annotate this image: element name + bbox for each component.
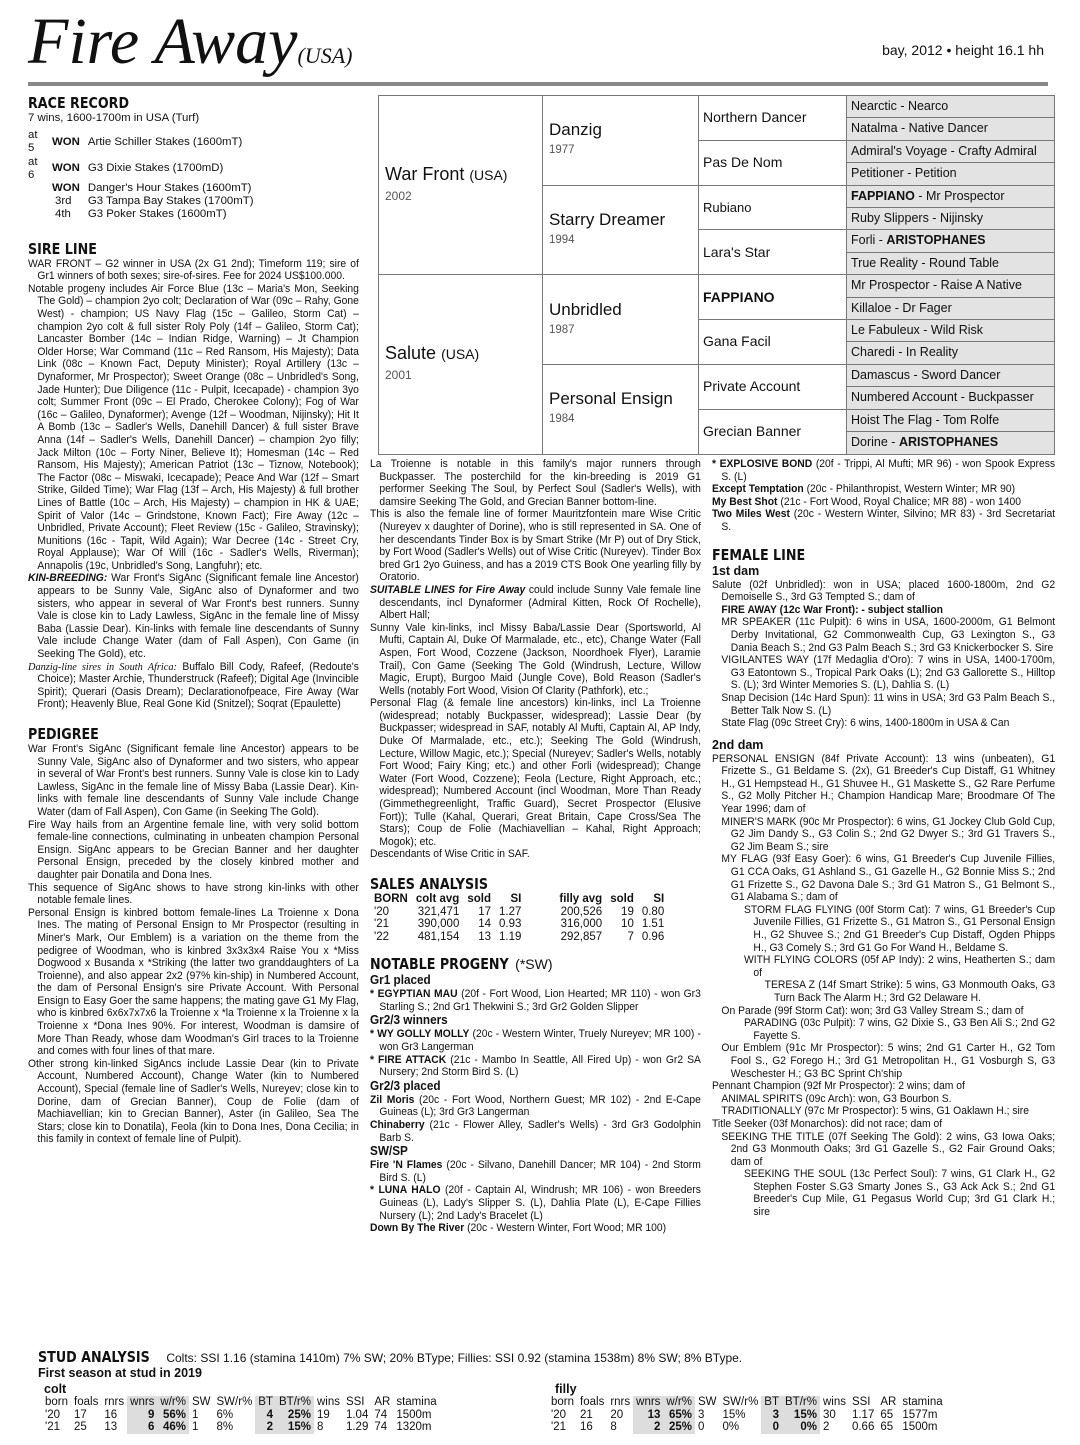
race-record-age — [28, 195, 52, 208]
sales-cell: 390,000 — [417, 918, 460, 930]
sales-cell: 7 — [627, 930, 634, 943]
stud-cell: 74 — [374, 1421, 388, 1433]
stud-header: SW/r% — [216, 1396, 253, 1408]
stud-cell: 25% — [663, 1421, 695, 1434]
race-record-res: 4th — [55, 208, 71, 221]
female-line-heading: FEMALE LINE — [712, 545, 806, 564]
progeny-item — [370, 1159, 701, 1184]
stud-cell: '20 — [551, 1408, 566, 1421]
progeny-details: (20c - Silvano, Danehill Dancer; MR 104) - 2nd Storm Bird S. (L) — [379, 1159, 701, 1184]
horse-name: Fire Away — [28, 5, 298, 78]
sales-row — [370, 918, 668, 931]
stud-row — [548, 1421, 946, 1434]
snap-decision-entry: Snap Decision (14c Hard Spun): 11 wins in USA; 3rd G3 Palm Beach S., Better Talk Now S. (L) — [721, 691, 1056, 717]
progeny-name: My Best Shot — [712, 495, 778, 508]
stud-header: SW — [191, 1396, 211, 1408]
race-record-summary: 7 wins, 1600-1700m in USA (Turf) — [28, 112, 200, 124]
race-record-row — [28, 156, 262, 182]
progeny-details: (21c - Fort Wood, Royal Chalice; MR 88) - won 1400 — [780, 495, 1021, 508]
progeny-details: (20f - Trippi, Al Mufti; MR 96) - won Spook Express S. (L) — [721, 458, 1056, 483]
progeny-heading: NOTABLE PROGENY — [370, 955, 509, 973]
stud-summary: Colts: SSI 1.16 (stamina 1410m) 7% SW; 20% BType; Fillies: SSI 0.92 (stamina 1538m) 8% SW; 8% BType. — [166, 1351, 743, 1365]
sales-cell: 1.27 — [498, 905, 522, 918]
sales-cell: 13 — [478, 930, 491, 943]
stud-cell: 1.17 — [851, 1408, 875, 1421]
progeny-name: * LUNA HALO — [370, 1184, 441, 1197]
race-record-table — [28, 129, 262, 221]
stud-cell: 1500m — [902, 1421, 938, 1433]
stud-cell: 3 — [761, 1409, 782, 1422]
pedigree-g4-11: Le Fabuleux - Wild Risk — [847, 320, 1055, 342]
stud-cell: 25% — [276, 1409, 314, 1422]
stud-row — [42, 1409, 440, 1422]
race-record-row — [28, 182, 262, 195]
sales-cell: 1.19 — [498, 930, 522, 943]
middle-p1: La Troienne is notable in this family's major runners through Buckpasser. The posterchild for the kin-breeding is 2019 G1 performer Seeking The Soul, by Perfect Soul (Sadler's Wells), with damsire Seeking The Gold, and Grecian Banner bottom-line. — [370, 458, 701, 508]
pedigree-g4-7: Forli - ARISTOPHANES — [847, 230, 1055, 252]
stud-cell: 2 — [255, 1421, 276, 1434]
stud-header: w/r% — [663, 1396, 695, 1409]
race-record-age: at 5 — [28, 129, 38, 155]
stud-header: AR — [880, 1396, 897, 1408]
progeny-name: * WY GOLLY MOLLY — [370, 1028, 470, 1041]
stud-cell: 6 — [127, 1421, 157, 1434]
pedigree-dam: Salute (USA) 2001 — [379, 275, 543, 454]
storm-flag-flying-entry: STORM FLAG FLYING (00f Storm Cat): 7 wins, G1 Breeder's Cup Juvenile Fillies, G1 Frizette S., G1 Matron S., G1 Personal Ensign H., G2 Shuvee S.; 2nd G1 Breeder's Cup Distaff, Ogden Phipps H., G3 Comely S.; 3rd G1 Go For Wand H., Beldame S. — [743, 903, 1056, 954]
stud-colt-table — [42, 1396, 440, 1434]
stud-cell: 15% — [782, 1409, 820, 1422]
stud-cell: 1.04 — [345, 1408, 369, 1421]
race-record-res: WON — [52, 135, 80, 148]
sales-cell: 321,471 — [417, 905, 460, 918]
pedigree-g4-1: Nearctic - Nearco — [847, 96, 1055, 118]
sales-header: colt avg — [415, 893, 460, 905]
progeny-details: (20c - Western Winter, Silvino; MR 83) - 3rd Secretariat S. — [721, 508, 1056, 533]
stud-cell: 8 — [316, 1421, 324, 1433]
stud-header: rnrs — [610, 1396, 631, 1408]
second-dam-label: 2nd dam — [712, 737, 764, 752]
stud-header: wnrs — [127, 1396, 157, 1409]
pedigree-g4-2: Natalma - Native Dancer — [847, 118, 1055, 140]
progeny-name: * FIRE ATTACK — [370, 1053, 447, 1066]
race-record-row — [28, 208, 262, 221]
stud-cell: 1500m — [396, 1408, 432, 1421]
race-record-race: G3 Dixie Stakes (1700mD) — [87, 162, 224, 175]
stud-cell: 1 — [191, 1421, 199, 1433]
seeking-the-title-entry: SEEKING THE TITLE (07f Seeking The Gold): 2 wins, G3 Iowa Oaks; 2nd G3 Monmouth Oaks; 3rd G1 Gazelle S., G2 Fair Ground Oaks; dam of — [721, 1130, 1056, 1168]
race-record-row — [28, 129, 262, 155]
stud-header: rnrs — [104, 1396, 125, 1408]
progeny-group-label: Gr2/3 winners — [370, 1013, 448, 1028]
sales-heading: SALES ANALYSIS — [370, 875, 489, 893]
pedigree-p2: Fire Way hails from an Argentine female line, with very solid bottom female-line connections, culminating in unbeaten champion Personal Ensign. SigAnc appears to be Grecian Banner and her daughter Personal Ensign, preceded by the closely kinbred mother and daughter pair Donatila and Dona Ines. — [28, 818, 359, 881]
stud-cell: 21 — [580, 1408, 593, 1421]
sales-table — [370, 893, 668, 943]
pedigree-g3-2: Pas De Nom — [699, 140, 847, 185]
stud-cell: 19 — [316, 1408, 330, 1421]
stud-header: wnrs — [633, 1396, 663, 1409]
progeny-details: (20c - Fort Wood, Northern Guest; MR 102) - 2nd E-Cape Guineas (L); 3rd Gr3 Langerman — [379, 1093, 701, 1119]
sire-line-p2: Notable progeny includes Air Force Blue (13c – Maria's Mon, Seeking The Gold) – champion 2yo colt; Declaration of War (09c – Rahy, Gone West) - champion; US Navy Flag (15c – Galileo, Storm Cat) – champion 2yo colt & full sister Roly Poly (14f – Galileo, Storm Cat); Lancaster Bomber (14c – Indian Ridge, Warning) – Jt Champion Older Horse; War Command (11c – Red Ransom, His Majesty); Data Link (08c – Known Fact, Deputy Minister); Royal Artillery (13c – Dynaformer, Mr Prospector); Sweet Orange (08c – Unbridled's Song, Jade Hunter); Due Diligence (11c - Pulpit, Icecapade) - champion 3yo colt; Summer Front (09c – El Prado, Cherokee Colony); Fog of War (16c – Galileo, Dynaformer); Avenge (12f – Woodman, Nijinsky); Hit It A Bomb (13c – Sadler's Wells, Danehill Dancer) & full sister Brave Anna (14f – Sadler's Wells, Danehill Dancer) – champion 2yo filly; Jack Milton (10c – Forty Niner, Believe It); Homesman (14c – Red Ransom, His Majesty); American Patriot (13c – Tiznow, Notebook); The Factor (08c – Miswaki, Icecapade); Peace And War (12f – Smart Strike, Gilded Time); War Flag (13f – Arch, His Majesty) & full brother Lines of Battle (10c – Arch, His Majesty) – champion in HK & UAE; Spirit of Valor (14c – Grindstone, Known Fact); Fire Away (12c – Unbridled, Private Account); Fleet Review (15c - Galileo, Stravinsky); Munitions (16c - Tapit, Wild Again); War Decree (14c - Street Cry, Royal Applause); War Of Will (16c - Sadler's Wells, Riverman); Annapolis (19c, Unbridled's Song, Langfuhr); etc. — [28, 282, 359, 572]
progeny-details: (21c - Flower Alley, Sadler's Wells) - 3rd Gr3 Godolphin Barb S. — [379, 1118, 701, 1144]
progeny-item — [370, 988, 701, 1013]
stud-header: BT/r% — [276, 1396, 314, 1409]
stud-row — [42, 1421, 440, 1434]
pennant-champion-entry: Pennant Champion (92f Mr Prospector): 2 wins; dam of — [712, 1080, 965, 1093]
stud-cell: 16 — [580, 1421, 593, 1433]
sales-cell: '22 — [374, 930, 389, 943]
progeny-group-label: SW/SP — [370, 1144, 408, 1159]
progeny-name: Except Temptation — [712, 483, 804, 496]
progeny-group-label: Gr1 placed — [370, 973, 431, 988]
race-record-heading: RACE RECORD — [28, 94, 130, 112]
progeny-item — [370, 1054, 701, 1079]
race-record-row — [28, 195, 262, 208]
stud-cell: '21 — [551, 1421, 566, 1433]
progeny-list — [370, 973, 701, 1235]
colt-label: colt — [44, 1382, 67, 1396]
teresa-z-entry: TERESA Z (14f Smart Strike): 5 wins, G3 Monmouth Oaks, G3 Turn Back The Alarm H.; 3rd G2 Delaware H. — [764, 979, 1056, 1004]
horse-country: (USA) — [297, 43, 353, 68]
race-record-race: G3 Tampa Bay Stakes (1700mT) — [87, 195, 254, 208]
right-column — [712, 458, 1055, 1219]
stud-header: BT — [255, 1396, 276, 1409]
pedigree-g3-4: Lara's Star — [699, 230, 847, 275]
sales-cell: 0.93 — [498, 918, 522, 930]
stud-cell: 65 — [880, 1421, 894, 1433]
pedigree-g3-8: Grecian Banner — [699, 409, 847, 454]
stud-cell: 13 — [633, 1409, 663, 1422]
stud-cell: 1577m — [902, 1408, 938, 1421]
danzig-text: Buffalo Bill Cody, Rafeef, (Redoute's Choice); Master Archie, Thunderstruck (Rafeef); Digital Age (Invincible Spirit); Querari (Oasis Dream); Declarationofpeace, Fire Away (War Front); Heavenly Blue, Real Gone Kid (Snitzel); Soqrat (Epaulette) — [37, 660, 359, 711]
stud-header: foals — [580, 1396, 605, 1408]
pedigree-g4-13: Damascus - Sword Dancer — [847, 364, 1055, 386]
stud-cell: 6% — [216, 1408, 234, 1421]
race-record-race: Artie Schiller Stakes (1600mT) — [87, 135, 243, 148]
stud-header: SW/r% — [722, 1396, 759, 1408]
progeny-name: Chinaberry — [370, 1118, 425, 1131]
stud-cell: 9 — [127, 1409, 157, 1422]
stud-cell: 0% — [722, 1421, 740, 1433]
suitable-lines-text: could include Sunny Vale female line descendants, incl Dynaformer (Admiral Kitten, Rock Of Rochelle), Albert Hall; — [379, 583, 701, 622]
pedigree-g4-15: Hoist The Flag - Tom Rolfe — [847, 409, 1055, 431]
kin-breeding-text: War Front's SigAnc (Significant female line Ancestor) appears to be Sunny Vale, SigAnc also of Dynaformer and two sisters, who appear in several of War Front's best runners. Sunny Vale is close kin to Lady Lawless, SigAnc in the female line of Missy Baba (Lassie Dear). Kin-links with female line descendants of Sunny Vale include Change Water (dam of Fall Aspen), Con Game (in Seeking The Gold), etc. — [37, 572, 359, 661]
pedigree-p3: This sequence of SigAnc shows to have strong kin-links with other notable female lines. — [28, 881, 359, 907]
stud-cell: 8 — [610, 1421, 617, 1433]
progeny-item — [712, 483, 1055, 496]
stud-header: born — [45, 1396, 69, 1408]
stud-filly-table — [548, 1396, 946, 1434]
stud-header: w/r% — [157, 1396, 189, 1409]
title-seeker-entry: Title Seeker (03f Monarchos): did not race; dam of — [712, 1117, 943, 1130]
pedigree-g4-6: Ruby Slippers - Nijinsky — [847, 208, 1055, 230]
on-parade-entry: On Parade (99f Storm Cat): won; 3rd G3 Valley Stream S.; dam of — [721, 1004, 1024, 1017]
stud-cell: 1 — [191, 1408, 199, 1421]
stud-cell: 0% — [782, 1421, 820, 1434]
sales-cell: 1.51 — [641, 918, 665, 930]
kin-breeding-label: KIN-BREEDING: — [28, 572, 108, 585]
progeny-item — [712, 458, 1055, 483]
stud-header: SSI — [851, 1396, 871, 1408]
pedigree-g3-7: Private Account — [699, 364, 847, 409]
stud-cell: 74 — [374, 1408, 388, 1421]
stud-row — [548, 1409, 946, 1422]
left-column — [28, 94, 360, 1146]
progeny-details: (21c - Mambo In Seattle, All Fired Up) - won Gr2 SA Nursery; 2nd Storm Bird S. (L) — [379, 1053, 701, 1079]
pedigree-g4-3: Admiral's Voyage - Crafty Admiral — [847, 140, 1055, 162]
race-record-race: Danger's Hour Stakes (1600mT) — [87, 182, 252, 195]
pedigree-g3-5: FAPPIANO — [699, 275, 847, 320]
stud-cell: 16 — [104, 1408, 118, 1421]
pedigree-g3-6: Gana Facil — [699, 320, 847, 365]
stud-header: stamina — [902, 1396, 943, 1408]
progeny-note: (*SW) — [515, 956, 553, 972]
horse-info: bay, 2012 • height 16.1 hh — [882, 42, 1044, 58]
progeny-item — [370, 1028, 701, 1053]
stud-cell: 2 — [822, 1421, 830, 1433]
sales-cell: 19 — [621, 905, 634, 918]
sales-header: SI — [653, 893, 665, 905]
progeny-heading-row — [370, 955, 701, 973]
stud-cell: 25 — [74, 1421, 87, 1433]
vigilantes-way-entry: VIGILANTES WAY (17f Medaglia d'Oro): 7 wins in USA, 1400-1700m, G3 Eatontown S., Tropical Park Oaks (L); 2nd G3 Gallorette S., Hilltop S. (L); 3rd Winter Memories S. (L), Dahlia S. (L) — [721, 654, 1056, 692]
middle-p2: This is also the female line of former Mauritzfontein mare Wise Critic (Nureyev x daughter of Dorine), who is still represented in SA. One of her descendants Tinder Box is by Smart Strike (Mr P) out of Dry Stick, by Fort Wood (Sadler's Wells) out of Wise Critic (Nureyev). Tinder Box bred Gr1 2yo Guiness, and has a 2019 CTS Book One yearling filly by Oratorio. — [370, 508, 701, 584]
pedigree-g2-4: Personal Ensign 1984 — [543, 364, 699, 454]
stud-cell: 17 — [74, 1408, 87, 1421]
sales-cell: 200,526 — [560, 905, 603, 918]
pedigree-heading: PEDIGREE — [28, 725, 99, 743]
sales-cell: 292,857 — [560, 930, 603, 943]
pedigree-table — [378, 95, 1055, 455]
race-record-age — [28, 208, 52, 221]
race-record-age: at 6 — [28, 155, 38, 181]
pedigree-sire: War Front (USA) 2002 — [379, 96, 543, 275]
progeny-item — [370, 1184, 701, 1222]
progeny-item — [370, 1119, 701, 1144]
sales-header: SI — [510, 893, 522, 905]
state-flag-entry: State Flag (09c Street Cry): 6 wins, 1400-1800m in USA & Can — [721, 717, 1010, 730]
race-record-res: WON — [52, 182, 80, 195]
stud-header: wins — [822, 1396, 846, 1408]
progeny-item — [712, 496, 1055, 509]
my-flag-entry: MY FLAG (93f Easy Goer): 6 wins, G1 Breeder's Cup Juvenile Fillies, G1 CCA Oaks, G1 Ashland S., G1 Gazelle H., G2 Bonnie Miss S.; 2nd G1 Frizette S., G2 Davona Dale S.; 3rd G1 Matron S., G1 Belmont S., G1 Alabama S.; dam of — [721, 853, 1056, 904]
middle-p4: Sunny Vale kin-links, incl Missy Baba/Lassie Dear (Sportsworld, Al Mufti, Captain Al, Duke Of Marmalade, etc., etc), Change Water (Fall Aspen, Fort Wood, Cozzene (Jackson, Noordhoek Flyer), Laramie Trail), Con Game (Seeking The Gold (Windrush, Lecture, Willow Magic, Erupt), Burgoo Maid (Jungle Cove), Bold Reason (Sadler's Wells (notably Fort Wood, Vision Of Clarity (Pathfork), etc.; — [370, 621, 701, 697]
stud-cell: '21 — [45, 1421, 60, 1433]
traditionally-entry: TRADITIONALLY (97c Mr Prospector): 5 wins, G1 Oaklawn H.; sire — [721, 1105, 1030, 1118]
first-dam-label: 1st dam — [712, 563, 760, 578]
stud-cell: 8% — [216, 1421, 234, 1433]
with-flying-colors-entry: WITH FLYING COLORS (05f AP Indy): 2 wins, Heatherten S.; dam of — [743, 954, 1056, 979]
stud-analysis — [38, 1348, 1048, 1381]
progeny-name: Down By The River — [370, 1222, 465, 1235]
pedigree-g4-10: Killaloe - Dr Fager — [847, 297, 1055, 319]
sales-header: sold — [610, 893, 634, 905]
danzig-label: Danzig-line sires in South Africa: — [28, 660, 177, 673]
progeny-item — [370, 1222, 701, 1235]
middle-column — [370, 458, 701, 1235]
pedigree-g3-3: Rubiano — [699, 185, 847, 230]
race-record-age — [28, 182, 52, 195]
stud-cell: 0.66 — [851, 1421, 875, 1433]
stud-header: SW — [697, 1396, 717, 1408]
stud-header: wins — [316, 1396, 340, 1408]
stud-cell: '20 — [45, 1408, 60, 1421]
pedigree-g4-16: Dorine - ARISTOPHANES — [847, 432, 1055, 454]
pedigree-p4: Personal Ensign is kinbred bottom female-lines La Troienne x Dona Ines. The mating of Personal Ensign to Mr Prospector (resulting in Miner's Mark, Our Emblem) is a variation on the theme from the pedigree of Woodman, who is kinbred 3x3x3x4 Raise You x *Miss Dogwood x Busanda x *Striking (the latter two granddaughters of La Troienne), and also appear 2x2 (97% kin-ship) in Numbered Account, the dam of Personal Ensign's sire Private Account. With Personal Ensign to Easy Goer the same happens; the mating gave G1 My Flag, who is kinbred 6x6x7x7x6 la Troienne x *la Troienne x la Troienne x la Troienne x *Dona Ines 90%. For interest, Woodman is damsire of More Than Ready, whose dam Woodman's Girl traces to la Troienne and comes with four lines of that mare. — [28, 906, 359, 1058]
sales-cell: 0.96 — [641, 930, 665, 943]
stud-cell: 30 — [822, 1408, 836, 1421]
sales-header: BORN — [374, 893, 408, 905]
seeking-the-soul-entry: SEEKING THE SOUL (13c Perfect Soul): 7 wins, G1 Clark H., G2 Stephen Foster S.G3 Smarty Jones S., G3 Ack Ack S.; 2nd G1 Breeder's Cup Mile, G1 Pegasus World Cup; 3rd G1 Clark H.; sire — [743, 1168, 1056, 1219]
filly-label: filly — [555, 1382, 577, 1396]
stud-cell: 56% — [157, 1409, 189, 1422]
pedigree-g2-3: Unbridled 1987 — [543, 275, 699, 365]
pedigree-p5: Other strong kin-linked SigAncs include Lassie Dear (kin to Private Account, Numbered Account), Change Water (kin to Numbered Account), Special (female line of Sadler's Wells, Nureyev; close kin to Dorine, dam of Grecian Banner), Coup de Folie (dam of Machiavellian; kin to Grecian Banner), Aster (in Galileo, Sea The Stars; close kin to Donatila), Feola (kin to Dona Ines, Dona Cecilia; in this family in context of female line of Pulpit). — [28, 1057, 359, 1146]
our-emblem-entry: Our Emblem (91c Mr Prospector): 5 wins; 2nd G1 Carter H., G2 Tom Fool S., G2 Forego H.; 3rd G1 Metropolitan H., G1 Vosburgh S, G3 Weschester H.; G3 BC Sprint Ch'ship — [721, 1042, 1056, 1080]
stud-cell: 1320m — [396, 1421, 432, 1433]
pedigree-g4-5: FAPPIANO - Mr Prospector — [847, 185, 1055, 207]
stud-cell: 13 — [104, 1421, 118, 1433]
stud-cell: 20 — [610, 1408, 624, 1421]
kin-breeding — [28, 572, 359, 660]
progeny-details: (20c - Western Winter, Truely Nureyev; MR 100) - won Gr3 Langerman — [379, 1028, 701, 1053]
stud-header: foals — [74, 1396, 99, 1408]
middle-p3 — [370, 584, 701, 622]
pedigree-g2-2: Starry Dreamer 1994 — [543, 185, 699, 275]
miners-mark-entry: MINER'S MARK (90c Mr Prospector): 6 wins, G1 Jockey Club Gold Cup, G2 Jim Dandy S., G3 Colin S.; 2nd G2 Dwyer S.; 3rd G1 Travers S., G2 Jim Beam S.; sire — [721, 815, 1056, 853]
pedigree-g4-14: Numbered Account - Buckpasser — [847, 387, 1055, 409]
middle-p6: Descendants of Wise Critic in SAF. — [370, 848, 530, 861]
progeny-name: Zil Moris — [370, 1093, 415, 1106]
stud-header: BT — [761, 1396, 782, 1409]
stud-header: SSI — [345, 1396, 365, 1408]
progeny-list-continued — [712, 458, 1055, 534]
salute-entry: Salute (02f Unbridled): won in USA; placed 1600-1800m, 2nd G2 Demoiselle S., 3rd G3 Tempted S.; dam of — [712, 578, 1056, 604]
progeny-name: Two Miles West — [712, 508, 790, 521]
pedigree-g4-4: Petitioner - Petition — [847, 163, 1055, 185]
race-record-res: 3rd — [55, 195, 72, 208]
pedigree-g4-12: Charedi - In Reality — [847, 342, 1055, 364]
progeny-name: * EXPLOSIVE BOND — [712, 458, 813, 470]
middle-p5: Personal Flag (& female line ancestors) kin-links, incl La Troienne (widespread; notably Buckpasser, widespread); Lassie Dear (by Buckpasser; widespread in SAF, notably Al Mufti, Captain Al, AP Indy, Duke Of Marmalade, etc., etc.); Seeking The Gold (Windrush, Lecture, Willow Magic, etc.); Special (Nureyev; Sadler's Wells, notably Fort Wood; Fairy King; etc.) and other Forli (widespread); Change Water (Fort Wood, Cozzene); Feola (Lecture, Right Approach, etc.; widespread); Numbered Account (incl Woodman, More Than Ready (Gimmethegreenlight, Traffic Guard), Secret Prospector (Elusive Fort)); Tulle (Kahal, Querari, Great Britain, Cape Cross/Sea The Stars); Coup de Folie (Machiavellian – Kahal, Right Approach; Mogok); etc. — [370, 697, 701, 848]
sales-cell: 14 — [478, 918, 491, 930]
animal-spirits-entry: ANIMAL SPIRITS (09c Arch): won, G3 Bourbon S. — [721, 1092, 952, 1105]
suitable-lines-label: SUITABLE LINES for Fire Away — [370, 583, 526, 596]
stud-header: born — [551, 1396, 575, 1408]
pedigree-g4-8: True Reality - Round Table — [847, 252, 1055, 274]
stud-cell: 15% — [722, 1408, 746, 1421]
sales-row — [370, 906, 668, 919]
danzig-line-sires — [28, 661, 359, 711]
stud-cell: 65 — [880, 1408, 894, 1421]
progeny-details: (20c - Philanthropist, Western Winter; MR 90) — [806, 483, 1016, 496]
stud-header: AR — [374, 1396, 391, 1408]
sire-line-heading: SIRE LINE — [28, 239, 97, 258]
stud-cell: 2 — [633, 1421, 663, 1434]
sales-cell: 316,000 — [560, 918, 603, 930]
stud-heading: STUD ANALYSIS — [38, 1348, 150, 1366]
stud-cell: 3 — [697, 1408, 705, 1421]
progeny-name: * EGYPTIAN MAU — [370, 988, 458, 1001]
personal-ensign-entry: PERSONAL ENSIGN (84f Private Account): 13 wins (unbeaten), G1 Frizette S., G1 Beldame S. (2x), G1 Breeder's Cup Distaff, G1 Whitney H., G1 Hempstead H., G1 Shuvee H., G1 Maskette S., G2 Rare Perfume S., G2 Molly Pitcher H.; Champion Handicap Mare; Broodmare Of The Year 1996; dam of — [712, 752, 1056, 816]
stud-cell: 4 — [255, 1409, 276, 1422]
stud-cell: 46% — [157, 1421, 189, 1434]
pedigree-p1: War Front's SigAnc (Significant female line Ancestor) appears to be Sunny Vale, SigAnc also of Dynaformer and two sisters, who appear in several of War Front's best runners. Sunny Vale is close kin to Lady Lawless, SigAnc in the female line of Missy Baba (Lassie Dear). Kin-links with female line descendants of Sunny Vale include Change Water (dam of Fall Aspen), Con Game (in Seeking The Gold). — [28, 743, 359, 818]
stud-cell: 15% — [276, 1421, 314, 1434]
sales-header: sold — [467, 893, 491, 905]
race-record-race: G3 Poker Stakes (1600mT) — [87, 208, 227, 221]
sales-cell: 10 — [621, 918, 634, 930]
stud-cell: 1.29 — [345, 1421, 369, 1433]
stud-header: stamina — [396, 1396, 437, 1408]
progeny-name: Fire 'N Flames — [370, 1159, 443, 1172]
race-record-res: WON — [52, 162, 80, 175]
progeny-details: (20c - Western Winter, Fort Wood; MR 100) — [467, 1222, 667, 1235]
progeny-item — [712, 508, 1055, 533]
stud-cell: 0 — [761, 1421, 782, 1434]
pedigree-g3-1: Northern Dancer — [699, 96, 847, 141]
sales-cell: '21 — [374, 918, 389, 930]
parading-entry: PARADING (03c Pulpit): 7 wins, G2 Dixie S., G3 Ben Ali S.; 2nd G2 Fayette S. — [743, 1017, 1056, 1042]
pedigree-g2-1: Danzig 1977 — [543, 96, 699, 186]
progeny-details: (20f - Fort Wood, Lion Hearted; MR 110) - won Gr3 Starling S.; 2nd Gr1 Thekwini S.; 3rd Gr2 Golden Slipper — [379, 988, 701, 1013]
sire-line-p1: WAR FRONT – G2 winner in USA (2x G1 2nd); Timeform 119; sire of Gr1 winners of both sexes; sire-of-sires. Fee for 2024 US$100.000. — [28, 257, 359, 283]
sales-header: filly avg — [559, 893, 603, 905]
stud-cell: 0 — [697, 1421, 705, 1433]
sales-cell: 0.80 — [641, 905, 665, 918]
sales-row — [370, 931, 668, 944]
progeny-details: (20f - Captain Al, Windrush; MR 106) - won Breeders Guineas (L), Lady's Slipper S. (L), Dahlia Plate (L), E-Cape Fillies Nursery (L); 2nd Lady's Bracelet (L) — [379, 1184, 701, 1222]
stud-header: BT/r% — [782, 1396, 820, 1409]
stud-first-season: First season at stud in 2019 — [38, 1366, 202, 1381]
stud-cell: 65% — [663, 1409, 695, 1422]
progeny-item — [370, 1094, 701, 1119]
title-rule — [28, 82, 1048, 86]
sales-cell: 17 — [478, 905, 491, 918]
pedigree-g4-9: Mr Prospector - Raise A Native — [847, 275, 1055, 297]
sales-cell: '20 — [374, 905, 389, 918]
progeny-group-label: Gr2/3 placed — [370, 1078, 441, 1093]
sales-cell: 481,154 — [417, 930, 460, 943]
mr-speaker-entry: MR SPEAKER (11c Pulpit): 6 wins in USA, 1600-2000m, G1 Belmont Derby Invitational, G2 Commonwealth Cup, G3 Lexington S., G3 Dania Beach S.; 2nd G3 Palm Beach S.; 3rd G3 Knickerbocker S. Sire — [721, 616, 1056, 654]
fire-away-entry: FIRE AWAY (12c War Front): - subject stallion — [721, 603, 943, 616]
